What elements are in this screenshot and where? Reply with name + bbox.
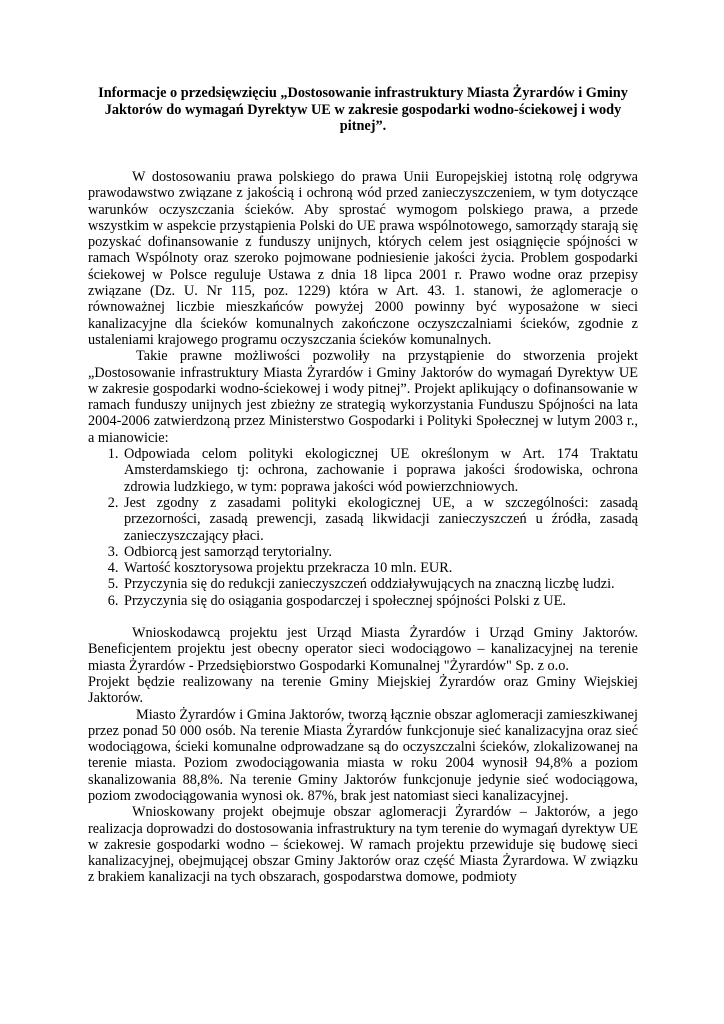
paragraph-intro: W dostosowaniu prawa polskiego do prawa Unii Europejskiej istotną rolę odgrywa prawodawstwo związane z jakością i ochroną wód przed zanieczyszczeniem, w tym dotyczące warunków oczyszczania ścieków. Aby sprostać wymogom polskiego prawa, a przede wszystkim w aspekcie przystąpienia Polski do UE prawa wspólnotowego, samorządy starają się pozyskać dofinansowanie z funduszy unijnych, których celem jest osiągnięcie spójności w ramach Wspólnoty oraz szeroko pojmowane podniesienie jakości życia. Problem gospodarki ściekowej w Polsce reguluje Ustawa z dnia 18 lipca 2001 r. Prawo wodne oraz przepisy związane (Dz. U. Nr 115, poz. 1229) która w Art. 43. 1. stanowi, że aglomeracje o równoważnej liczbie mieszkańców powyżej 2000 powinny być wyposażone w sieci kanalizacyjne dla ścieków komunalnych zakończone oczyszczalniami ścieków, zgodnie z ustaleniami krajowego programu oczyszczania ścieków komunalnych. bbox=[88, 169, 638, 348]
paragraph-applicant: Wnioskodawcą projektu jest Urząd Miasta Żyrardów i Urząd Gminy Jaktorów. Beneficjentem projektu jest obecny operator sieci wodociągowo – kanalizacyjnej na terenie miasta Żyrardów - Przedsiębiorstwo Gospodarki Komunalnej "Żyrardów" Sp. z o.o. bbox=[88, 625, 638, 674]
document-title: Informacje o przedsięwzięciu „Dostosowanie infrastruktury Miasta Żyrardów i Gminy Jaktorów do wymagań Dyrektyw UE w zakresie gospodarki wodno-ściekowej i wody pitnej”. bbox=[98, 85, 628, 135]
paragraph-project-scope: Wnioskowany projekt obejmuje obszar aglomeracji Żyrardów – Jaktorów, a jego realizacja doprowadzi do dostosowania infrastruktury na tym terenie do wymagań dyrektyw UE w zakresie gospodarki wodno – ściekowej. W ramach projektu przewiduje się budowę sieci kanalizacyjnej, obejmującej obszar Gminy Jaktorów oraz część Miasta Żyrardowa. W związku z brakiem kanalizacji na tych obszarach, gospodarstwa domowe, podmioty bbox=[88, 804, 638, 886]
list-item: 4. Wartość kosztorysowa projektu przekracza 10 mln. EUR. bbox=[122, 560, 638, 576]
document-body bbox=[88, 169, 638, 886]
paragraph-location: Projekt będzie realizowany na terenie Gminy Miejskiej Żyrardów oraz Gminy Wiejskiej Jaktorów. bbox=[88, 673, 638, 707]
list-item: 5. Przyczynia się do redukcji zanieczyszczeń oddziaływujących na znaczną liczbę ludzi. bbox=[122, 576, 638, 592]
criteria-list bbox=[88, 446, 638, 609]
paragraph-project-possibilities: Takie prawne możliwości pozwoliły na przystąpienie do stworzenia projekt „Dostosowanie infrastruktury Miasta Żyrardów i Gminy Jaktorów do wymagań Dyrektyw UE w zakresie gospodarki wodno-ściekowej i wody pitnej”. Projekt aplikujący o dofinansowanie w ramach funduszy unijnych jest zbieżny ze strategią wykorzystania Funduszu Spójności na lata 2004-2006 zatwierdzoną przez Ministerstwo Gospodarki i Polityki Społecznej w lutym 2003 r., a mianowicie: bbox=[88, 348, 638, 446]
paragraph-agglomeration: Miasto Żyrardów i Gmina Jaktorów, tworzą łącznie obszar aglomeracji zamieszkiwanej przez ponad 50 000 osób. Na terenie Miasta Żyrardów funkcjonuje sieć kanalizacyjna oraz sieć wodociągowa, ścieki komunalne odprowadzane są do oczyszczalni ścieków, zlokalizowanej na terenie miasta. Poziom zwodociągowania miasta w roku 2004 wynosił 94,8% a poziom skanalizowania 88,8%. Na terenie Gminy Jaktorów funkcjonuje jedynie sieć wodociągowa, poziom zwodociągowania wynosi ok. 87%, brak jest natomiast sieci kanalizacyjnej. bbox=[88, 706, 638, 804]
list-item: 1. Odpowiada celom polityki ekologicznej UE określonym w Art. 174 Traktatu Amsterdamskiego tj: ochrona, zachowanie i poprawa jakości środowiska, ochrona zdrowia ludzkiego, w tym: poprawa jakości wód powierzchniowych. bbox=[122, 446, 638, 495]
list-item: 3. Odbiorcą jest samorząd terytorialny. bbox=[122, 544, 638, 560]
list-item: 2. Jest zgodny z zasadami polityki ekologicznej UE, a w szczególności: zasadą przezorności, zasadą prewencji, zasadą likwidacji zanieczyszczeń u źródła, zasadą zanieczyszczający płaci. bbox=[122, 495, 638, 544]
list-item: 6. Przyczynia się do osiągania gospodarczej i społecznej spójności Polski z UE. bbox=[122, 593, 638, 609]
